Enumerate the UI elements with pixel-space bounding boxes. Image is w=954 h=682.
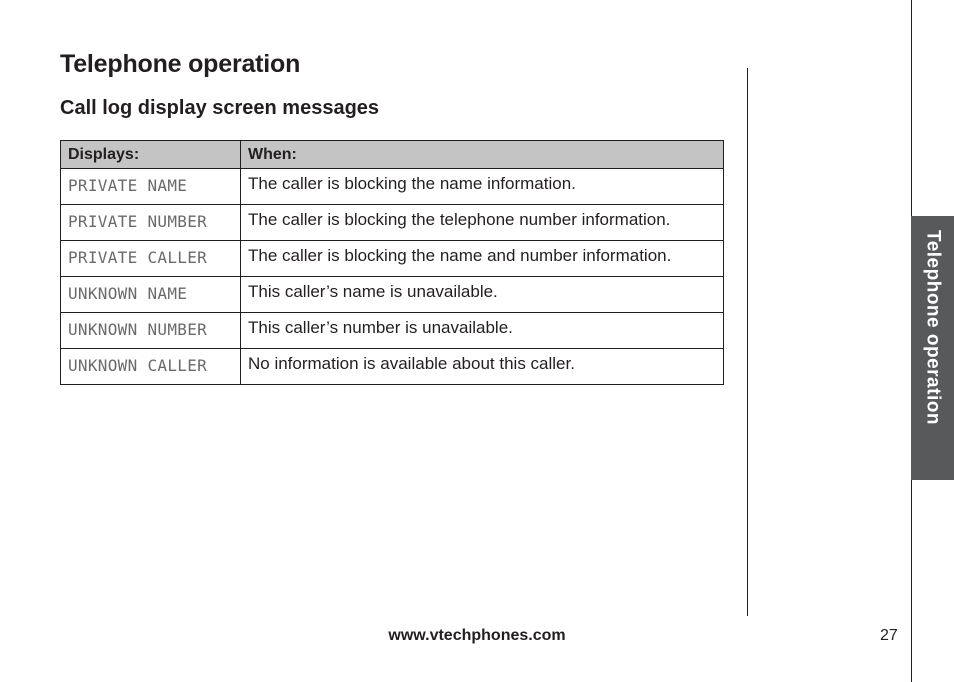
footer-url: www.vtechphones.com bbox=[388, 627, 566, 644]
section-side-tab bbox=[911, 216, 954, 480]
when-cell bbox=[241, 241, 724, 277]
lcd-message: PRIVATE CALLER bbox=[68, 248, 208, 267]
display-cell bbox=[61, 313, 241, 349]
when-cell bbox=[241, 313, 724, 349]
lcd-message: PRIVATE NAME bbox=[68, 176, 188, 195]
display-cell bbox=[61, 205, 241, 241]
table-row bbox=[61, 313, 724, 349]
side-tab-label: Telephone operation bbox=[922, 230, 944, 425]
page-title: Telephone operation bbox=[60, 50, 301, 78]
page-number: 27 bbox=[880, 627, 898, 644]
lcd-message: UNKNOWN CALLER bbox=[68, 356, 208, 375]
lcd-message: UNKNOWN NUMBER bbox=[68, 320, 208, 339]
column-divider bbox=[747, 68, 748, 616]
display-cell bbox=[61, 277, 241, 313]
message-description: This caller’s number is unavailable. bbox=[248, 318, 513, 337]
lcd-message: PRIVATE NUMBER bbox=[68, 212, 208, 231]
when-cell bbox=[241, 205, 724, 241]
display-messages-table bbox=[60, 140, 724, 385]
lcd-message: UNKNOWN NAME bbox=[68, 284, 188, 303]
message-description: The caller is blocking the telephone number information. bbox=[248, 210, 671, 229]
column-header-displays: Displays: bbox=[61, 141, 241, 169]
when-cell bbox=[241, 349, 724, 385]
table-header-row bbox=[61, 141, 724, 169]
when-cell bbox=[241, 277, 724, 313]
table-row bbox=[61, 241, 724, 277]
section-title: Call log display screen messages bbox=[60, 97, 380, 119]
message-description: No information is available about this caller. bbox=[248, 354, 575, 373]
display-cell bbox=[61, 169, 241, 205]
display-cell bbox=[61, 241, 241, 277]
message-description: The caller is blocking the name information. bbox=[248, 174, 576, 193]
display-cell bbox=[61, 349, 241, 385]
message-description: This caller’s name is unavailable. bbox=[248, 282, 498, 301]
column-header-when: When: bbox=[241, 141, 724, 169]
table-row bbox=[61, 205, 724, 241]
table-row bbox=[61, 349, 724, 385]
table-row bbox=[61, 277, 724, 313]
table-row bbox=[61, 169, 724, 205]
when-cell bbox=[241, 169, 724, 205]
message-description: The caller is blocking the name and number information. bbox=[248, 246, 672, 265]
